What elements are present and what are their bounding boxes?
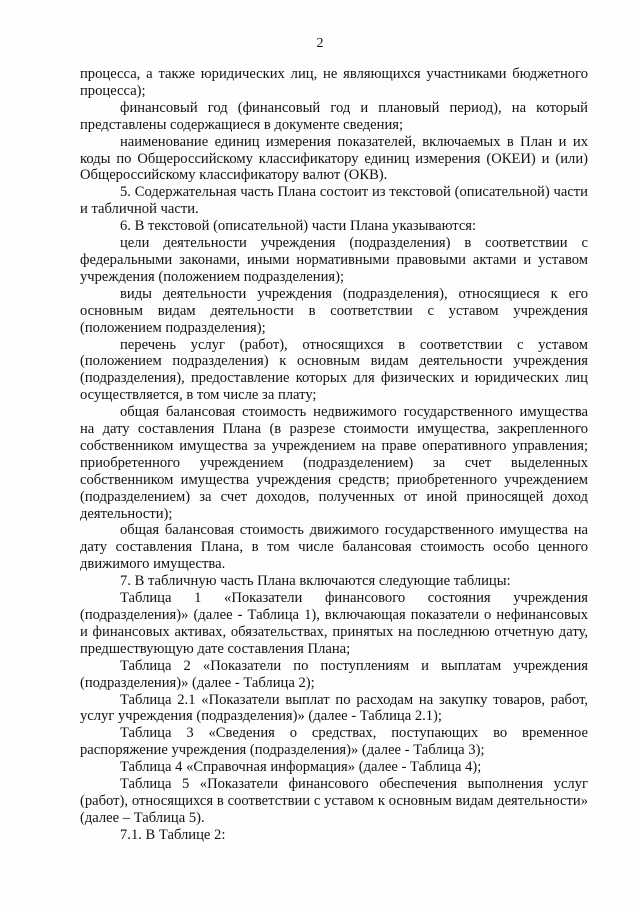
page-number: 2	[316, 36, 324, 51]
paragraph: общая балансовая стоимость движимого государственного имущества на дату составления Плана, в том числе балансовая стоимость особо ценного движимого имущества.	[80, 522, 588, 573]
paragraph: 6. В текстовой (описательной) части Плана указываются:	[120, 218, 477, 235]
paragraph: Таблица 2 «Показатели по поступлениям и выплатам учреждения (подразделения)» (далее - Таблица 2);	[80, 657, 588, 691]
paragraph: виды деятельности учреждения (подразделения), относящиеся к его основным видам деятельности в соответствии с уставом учреждения (положением подразделения);	[80, 285, 588, 336]
paragraph: Таблица 5 «Показатели финансового обеспечения выполнения услуг (работ), относящихся в соответствии с уставом к основным видам деятельности» (далее – Таблица 5).	[80, 776, 588, 826]
paragraph: цели деятельности учреждения (подразделения) в соответствии с федеральными законами, иными нормативными правовыми актами и уставом учреждения (положением подразделения);	[80, 235, 588, 285]
paragraph: 7. В табличную часть Плана включаются следующие таблицы:	[120, 573, 511, 590]
paragraph: Таблица 1 «Показатели финансового состояния учреждения (подразделения)» (далее - Таблица 1), включающая показатели о нефинансовых и финансовых активах, обязательствах, принятых на последнюю отчетную дату, предшествующую дате составления Плана;	[80, 590, 588, 657]
paragraph: 7.1. В Таблице 2:	[120, 826, 226, 843]
paragraph: наименование единиц измерения показателей, включаемых в План и их коды по Общероссийскому классификатору единиц измерения (ОКЕИ) и (или) Общероссийскому классификатору валют (ОКВ).	[80, 133, 588, 184]
document-body	[80, 66, 588, 844]
paragraph: 5. Содержательная часть Плана состоит из текстовой (описательной) части и табличной части.	[80, 184, 588, 218]
paragraph: процесса, а также юридических лиц, не являющихся участниками бюджетного процесса);	[80, 66, 588, 99]
paragraph: Таблица 2.1 «Показатели выплат по расходам на закупку товаров, работ, услуг учреждения (подразделения)» (далее - Таблица 2.1);	[80, 691, 588, 725]
paragraph: общая балансовая стоимость недвижимого государственного имущества на дату составления Плана (в разрезе стоимости имущества, закрепленного собственником имущества за учреждением на праве оперативного управления; приобретенного учреждением (подразделением) за счет выделенных собственником имущества учреждения средств; приобретенного учреждением (подразделением) за счет доходов, полученных от иной приносящей доход деятельности);	[80, 404, 588, 522]
paragraph: Таблица 4 «Справочная информация» (далее - Таблица 4);	[120, 759, 482, 776]
paragraph: Таблица 3 «Сведения о средствах, поступающих во временное распоряжение учреждения (подразделения)» (далее - Таблица 3);	[80, 725, 588, 759]
paragraph: перечень услуг (работ), относящихся в соответствии с уставом (положением подразделения) к основным видам деятельности учреждения (подразделения), предоставление которых для физических и юридических лиц осуществляется, в том числе за плату;	[80, 336, 588, 404]
paragraph: финансовый год (финансовый год и плановый период), на который представлены содержащиеся в документе сведения;	[80, 99, 588, 133]
